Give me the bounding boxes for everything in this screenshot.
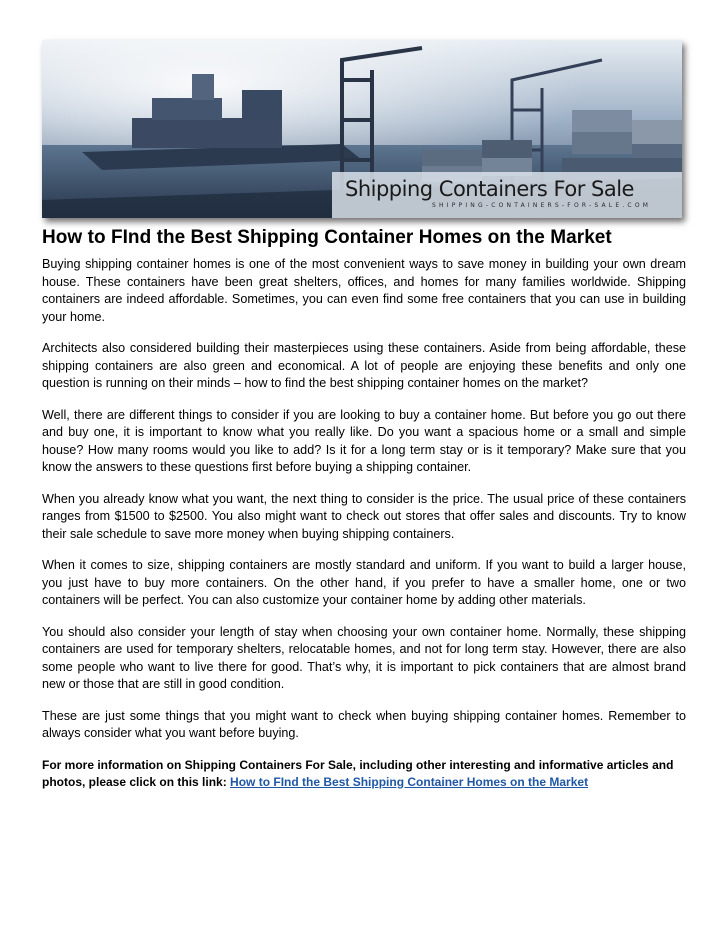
article-paragraph-3: Well, there are different things to consider if you are looking to buy a container home. But before you go out there and buy one, it is important to know what you really like. Do you want a spacious home or a small and simple house? How many rooms would you like to add? Is it for a long term stay or is it temporary? Make sure that you know the answers to these questions first before buying a shipping container.: [42, 407, 686, 474]
article-paragraph-1: Buying shipping container homes is one of the most convenient ways to save money in building your own dream house. These containers have been great shelters, offices, and homes for many families worldwide. Shipping containers are indeed affordable. Sometimes, you can even find some free containers that you can use in building your home.: [42, 257, 686, 324]
article-title: How to FInd the Best Shipping Container Homes on the Market: [42, 227, 612, 248]
banner-logo-text: Shipping Containers For Sale: [345, 177, 634, 201]
article: [42, 227, 686, 805]
article-paragraph-6: You should also consider your length of stay when choosing your own container home. Normally, these shipping containers are used for temporary shelters, relocatable homes, and not for long term stay. However, there are also some people who want to live there for good. That’s why, it is important to pick containers that are almost brand new or those that are still in good condition.: [42, 624, 686, 691]
article-paragraph-4: When you already know what you want, the next thing to consider is the price. The usual price of these containers ranges from $1500 to $2500. You also might want to check out stores that offer sales and discounts. Try to know their sale schedule to save more money when buying shipping containers.: [42, 491, 686, 541]
article-paragraph-2: Architects also considered building their masterpieces using these containers. Aside from being affordable, these shipping containers are also green and economical. A lot of people are enjoying these benefits and only one question is running on their minds – how to find the best shipping container homes on the market?: [42, 341, 686, 390]
more-info-paragraph: [42, 757, 686, 791]
article-paragraph-5: When it comes to size, shipping containers are mostly standard and uniform. If you want to build a larger house, you just have to buy more containers. On the other hand, if you prefer to have a smaller home, one or two containers will be perfect. You can also customize your container home by adding other materials.: [42, 558, 686, 607]
article-link[interactable]: How to FInd the Best Shipping Container Homes on the Market: [230, 774, 589, 789]
banner-tagline: SHIPPING-CONTAINERS-FOR-SALE.COM: [432, 202, 652, 209]
article-paragraph-7: These are just some things that you might want to check when buying shipping container homes. Remember to always consider what you want before buying.: [42, 708, 686, 740]
more-info-text: For more information on Shipping Containers For Sale, including other interesting and informative articles and photos, please click on this link:: [42, 757, 674, 789]
